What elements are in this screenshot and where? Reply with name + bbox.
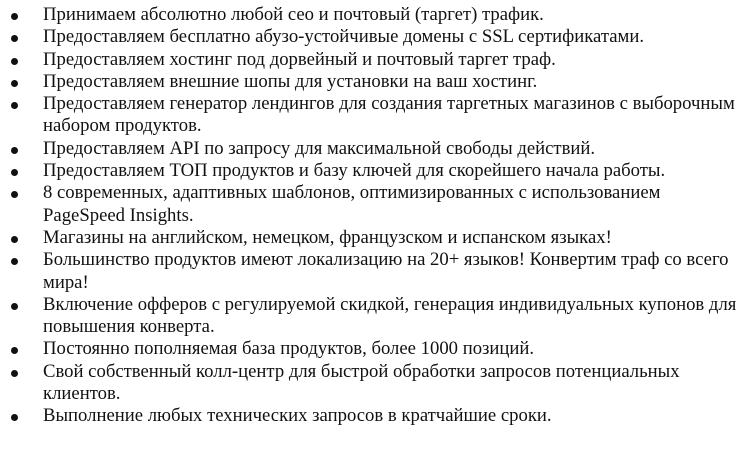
list-item xyxy=(0,182,750,227)
bullet-icon xyxy=(11,303,18,310)
list-item-text: Предоставляем бесплатно абузо-устойчивые домены с SSL сертификатами. xyxy=(43,26,645,48)
list-item-text: Принимаем абсолютно любой сео и почтовый (таргет) трафик. xyxy=(43,4,544,25)
list-item-text: Свой собственный колл-центр для быстрой обработки запросов потенциальных клиентов. xyxy=(43,360,680,405)
list-item-text: Предоставляем ТОП продуктов и базу ключей для скорейшего начала работы. xyxy=(43,160,666,182)
list-item-text: Магазины на английском, немецком, французском и испанском языках! xyxy=(43,226,612,248)
list-item xyxy=(0,405,750,427)
bullet-icon xyxy=(11,414,18,421)
bullet-icon xyxy=(11,58,18,65)
bullet-icon xyxy=(11,169,18,176)
bullet-icon xyxy=(11,370,18,377)
bullet-icon xyxy=(11,13,18,20)
list-item xyxy=(0,160,750,182)
bullet-icon xyxy=(11,347,18,354)
list-item xyxy=(0,138,750,160)
list-item xyxy=(0,249,750,294)
list-item xyxy=(0,93,750,138)
list-item xyxy=(0,338,750,360)
list-item xyxy=(0,71,750,93)
list-item-text: Постоянно пополняемая база продуктов, более 1000 позиций. xyxy=(43,338,535,360)
bullet-icon xyxy=(11,236,18,243)
list-item xyxy=(0,26,750,48)
list-item-text: Предоставляем API по запросу для максимальной свободы действий. xyxy=(43,137,596,159)
list-item-text: Большинство продуктов имеют локализацию на 20+ языков! Конвертим траф со всего мира! xyxy=(43,249,729,293)
list-item xyxy=(0,294,750,339)
list-item-text: Включение офферов с регулируемой скидкой, генерация индивидуальных купонов для повышения конверта. xyxy=(43,293,737,338)
bullet-icon xyxy=(11,35,18,42)
list-item-text: 8 современных, адаптивных шаблонов, оптимизированных с использованием PageSpeed Insights. xyxy=(43,182,661,226)
list-item-text: Предоставляем генератор лендингов для создания таргетных магазинов с выборочным набором продуктов. xyxy=(43,93,735,137)
list-item-text: Выполнение любых технических запросов в кратчайшие сроки. xyxy=(43,405,552,427)
list-item xyxy=(0,361,750,406)
list-item xyxy=(0,227,750,249)
list-item xyxy=(0,4,750,26)
list-item-text: Предоставляем внешние шопы для установки на ваш хостинг. xyxy=(43,70,538,92)
bullet-icon xyxy=(11,191,18,198)
bullet-icon xyxy=(11,147,18,154)
bullet-icon xyxy=(11,102,18,109)
list-item xyxy=(0,49,750,71)
list-item-text: Предоставляем хостинг под дорвейный и почтовый таргет траф. xyxy=(43,48,556,70)
bullet-icon xyxy=(11,80,18,87)
bullet-icon xyxy=(11,258,18,265)
